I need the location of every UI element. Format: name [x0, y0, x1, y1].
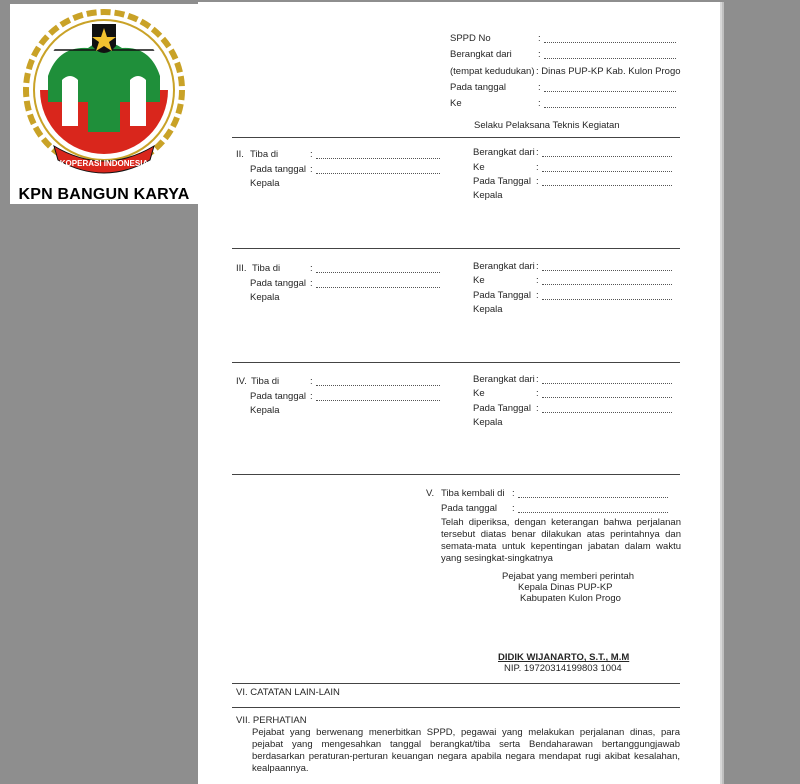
- tiba-di-dots: [316, 272, 440, 273]
- pada-tanggal-label: Pada tanggal: [441, 503, 497, 514]
- divider-line: [232, 248, 680, 249]
- colon: :: [512, 488, 515, 499]
- kepala-label: Kepala: [473, 417, 503, 428]
- kepala-dinas-label: Kepala Dinas PUP-KP: [518, 582, 613, 593]
- pada-tanggal-label: Pada Tanggal: [473, 403, 531, 414]
- colon: :: [536, 261, 539, 272]
- colon: :: [310, 149, 313, 160]
- colon: :: [512, 503, 515, 514]
- berangkat-dari-dots: [542, 270, 672, 271]
- signer-nip: NIP. 19720314199803 1004: [504, 663, 622, 674]
- tiba-di-dots: [316, 158, 440, 159]
- kepala-label: Kepala: [473, 190, 503, 201]
- berangkat-dari-label: Berangkat dari: [473, 374, 535, 385]
- ke-dots: [544, 107, 676, 108]
- koperasi-emblem-icon: [18, 6, 190, 184]
- pejabat-label: Pejabat yang memberi perintah: [502, 571, 635, 582]
- colon: :: [310, 376, 313, 387]
- colon: :: [538, 82, 541, 93]
- pada-tanggal-label: Pada tanggal: [250, 164, 306, 175]
- perhatian-title: VII. PERHATIAN: [236, 715, 307, 726]
- section-number: II.: [236, 149, 244, 160]
- kepala-label: Kepala: [473, 304, 503, 315]
- berangkat-dari-dots: [544, 58, 676, 59]
- pada-tanggal-dots: [316, 173, 440, 174]
- berangkat-dari-label: Berangkat dari: [473, 261, 535, 272]
- kepala-label: Kepala: [250, 292, 280, 303]
- perhatian-text: Pejabat yang berwenang menerbitkan SPPD, pegawai yang melakukan perjalanan dinas, para pejabat yang mengesahkan tanggal berangkat/tiba serta Bendaharawan bertanggungjawab berdasarkan peraturan-perturan keuangan negara apabila negara mendapat rugi akibat kesalahan, kealpaannya.: [252, 727, 680, 774]
- tempat-kedudukan-value: : Dinas PUP-KP Kab. Kulon Progo: [536, 66, 681, 77]
- ke-label: Ke: [450, 98, 462, 109]
- pada-tanggal-label: Pada Tanggal: [473, 176, 531, 187]
- colon: :: [310, 278, 313, 289]
- pada-tanggal-label: Pada Tanggal: [473, 290, 531, 301]
- pada-tanggal-label: Pada tanggal: [250, 278, 306, 289]
- divider-line: [232, 707, 680, 708]
- colon: :: [536, 275, 539, 286]
- divider-line: [232, 683, 680, 684]
- colon: :: [536, 147, 539, 158]
- pada-tanggal-label: Pada tanggal: [450, 82, 506, 93]
- colon: :: [536, 374, 539, 385]
- pada-tanggal-dots: [542, 412, 672, 413]
- berangkat-dari-dots: [542, 156, 672, 157]
- kepala-label: Kepala: [250, 405, 280, 416]
- colon: :: [536, 176, 539, 187]
- pada-tanggal-dots: [316, 287, 440, 288]
- section-number: V.: [426, 488, 435, 499]
- pada-tanggal-dots: [542, 185, 672, 186]
- ke-dots: [542, 171, 672, 172]
- pada-tanggal-label: Pada tanggal: [250, 391, 306, 402]
- pelaksana-text: Selaku Pelaksana Teknis Kegiatan: [474, 120, 620, 131]
- kepala-label: Kepala: [250, 178, 280, 189]
- tiba-di-label: Tiba di: [250, 149, 279, 160]
- sppd-document-page: [198, 2, 720, 784]
- logo-caption: KPN BANGUN KARYA: [18, 186, 190, 203]
- emblem-ring-text: KOPERASI INDONESIA: [59, 159, 149, 168]
- colon: :: [310, 164, 313, 175]
- divider-line: [232, 474, 680, 475]
- ke-label: Ke: [473, 162, 485, 173]
- kpn-logo-panel: [10, 4, 198, 204]
- section-number: IV.: [236, 376, 247, 387]
- colon: :: [310, 391, 313, 402]
- sppd-no-label: SPPD No: [450, 33, 491, 44]
- colon: :: [538, 33, 541, 44]
- tiba-di-dots: [316, 385, 440, 386]
- kabupaten-label: Kabupaten Kulon Progo: [520, 593, 621, 604]
- pada-tanggal-dots: [544, 91, 676, 92]
- tiba-di-label: Tiba di: [252, 263, 281, 274]
- tiba-kembali-label: Tiba kembali di: [441, 488, 505, 499]
- colon: :: [536, 162, 539, 173]
- tempat-kedudukan-label: (tempat kedudukan): [450, 66, 535, 77]
- tiba-di-label: Tiba di: [251, 376, 280, 387]
- signer-name: DIDIK WIJANARTO, S.T., M.M: [498, 652, 630, 663]
- berangkat-dari-label: Berangkat dari: [473, 147, 535, 158]
- berangkat-dari-dots: [542, 383, 672, 384]
- ke-dots: [542, 284, 672, 285]
- colon: :: [538, 49, 541, 60]
- pada-tanggal-dots: [316, 400, 440, 401]
- berangkat-dari-label: Berangkat dari: [450, 49, 512, 60]
- divider-line: [232, 362, 680, 363]
- colon: :: [536, 388, 539, 399]
- colon: :: [310, 263, 313, 274]
- verification-statement: Telah diperiksa, dengan keterangan bahwa perjalanan tersebut diatas benar dilakukan atas perintahnya dan semata-mata untuk kepentingan jabatan dalam waktu yang sesingkat-singkatnya: [441, 517, 681, 564]
- tiba-kembali-dots: [518, 497, 668, 498]
- ke-label: Ke: [473, 388, 485, 399]
- colon: :: [536, 403, 539, 414]
- section-number: III.: [236, 263, 247, 274]
- pada-tanggal-dots: [542, 299, 672, 300]
- colon: :: [538, 98, 541, 109]
- divider-line: [232, 137, 680, 138]
- ke-label: Ke: [473, 275, 485, 286]
- catatan-title: VI. CATATAN LAIN-LAIN: [236, 687, 340, 698]
- ke-dots: [542, 397, 672, 398]
- colon: :: [536, 290, 539, 301]
- sppd-no-dots: [544, 42, 676, 43]
- pada-tanggal-dots: [518, 512, 668, 513]
